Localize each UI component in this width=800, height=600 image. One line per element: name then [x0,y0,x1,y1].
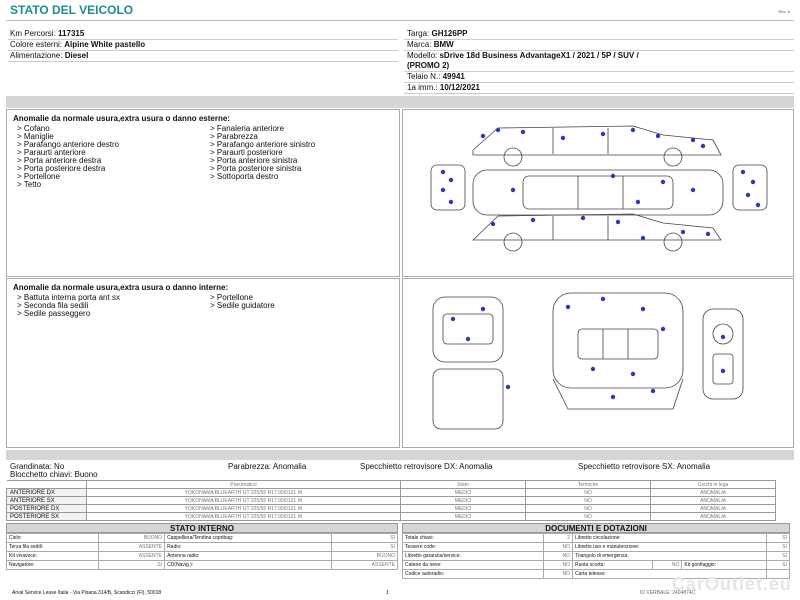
table-header: Cerchi in lega [651,481,776,489]
section-band [6,96,794,108]
cell-label: Totale chiavi: [403,534,544,543]
cell-label: Triangolo di emergenza: [572,552,766,561]
brand-value: BMW [433,40,454,49]
damage-marker [451,317,455,321]
tyre-rim: ANOMALIA [651,497,776,505]
damage-marker [651,389,655,393]
table-row [7,534,398,543]
cell-value: NO [544,570,573,579]
tyre-rim: ANOMALIA [651,505,776,513]
title-divider [6,20,794,21]
external-damage-title: Anomalie da normale usura,extra usura o danno esterne: [13,114,230,123]
damage-marker [496,128,500,132]
damage-marker [601,132,605,136]
table-header: Termiche [526,481,651,489]
damage-item: > Sottoporta destro [210,172,279,181]
cell-value: ASSENTE [331,561,397,570]
model-label: Modello: [407,51,438,60]
divider [404,93,794,94]
color-value: Alpine White pastello [64,40,146,49]
tyre-rim: ANOMALIA [651,513,776,521]
table-row [7,497,776,505]
color-label: Colore esterni: [10,40,63,49]
km-label: Km Percorsi: [10,29,56,38]
damage-marker [521,130,525,134]
divider [8,61,398,62]
registration-row [407,83,480,92]
cell-value: ASSENTE [98,543,164,552]
model-value-line1: sDrive 18d Business AdvantageX1 / 2021 / 5P / SUV / [439,51,639,60]
damage-marker [631,372,635,376]
cell-label: Kit gonfiaggio: [682,561,767,570]
damage-marker [656,134,660,138]
damage-marker [466,337,470,341]
damage-item: > Sedile guidatore [210,301,275,310]
cell-label: Libretto uso e manutenzione: [572,543,766,552]
damage-marker [506,385,510,389]
model-row-2 [407,61,449,70]
cell-label: Tessere code: [403,543,544,552]
table-header-row [7,481,776,489]
damage-marker [631,128,635,132]
chassis-label: Telaio N.: [407,72,441,81]
internal-damage-panel [6,278,400,448]
damage-item: > Parafango anteriore sinistro [210,140,316,149]
table-row [403,534,790,543]
footer-page-number: 1 [386,590,389,596]
table-row [403,561,790,570]
cell-label: Carta telesso: [572,570,766,579]
cell-value: ASSENTE [98,552,164,561]
fuel-row [10,51,88,60]
tyre-model: YOKOHAMA BLUEARTH GT 225/55 R17 000/101 W [87,505,401,513]
damage-marker [581,216,585,220]
table-header: Pneumatico [87,481,401,489]
cell-value: SI [767,543,790,552]
revision-label: Rev. A [778,9,790,14]
damage-item: > Portellone [210,293,253,302]
cell-value: BUONO [98,534,164,543]
cell-value: SI [331,543,397,552]
watermark-logo: CarOutlet.eu [671,574,792,594]
cell-value: SI [767,552,790,561]
external-damage-panel [6,109,400,277]
damage-item: > Porta posteriore sinistra [210,164,302,173]
internal-car-diagram [402,278,794,448]
damage-marker [481,307,485,311]
tyre-position: ANTERIORE DX [7,489,87,497]
mirror-right-status: Specchietto retrovisore DX: Anomalia [360,462,493,471]
internal-damage-list-1 [17,294,120,318]
damage-marker [691,138,695,142]
damage-marker [441,170,445,174]
damage-item: > Portellone [17,172,60,181]
external-car-diagram [402,109,794,277]
cell-label: Catene da neve: [403,561,544,570]
damage-marker [641,236,645,240]
internal-damage-list-2 [210,294,275,310]
tyres-table [6,480,776,521]
damage-item: > Sedile passeggero [17,309,91,318]
cell-value: NO [653,561,682,570]
chassis-row [407,72,465,81]
damage-marker [756,203,760,207]
damage-marker [701,144,705,148]
plate-label: Targa: [407,29,430,38]
brand-label: Marca: [407,40,432,49]
damage-marker [441,188,445,192]
cell-value: SI [767,534,790,543]
cell-label: Libretto garanzia/service: [403,552,544,561]
cell-value: NO [544,543,573,552]
tyre-position: POSTERIORE SX [7,513,87,521]
plate-value: GH126PP [431,29,468,38]
cell-value: NO [544,561,573,570]
damage-marker [511,188,515,192]
damage-marker [691,188,695,192]
interior-state-title: STATO INTERNO [6,523,398,533]
damage-item: > Paraurti posteriore [210,148,283,157]
tyre-state: MEDIO [401,513,526,521]
table-row [7,561,398,570]
damage-marker [616,220,620,224]
tyre-model: YOKOHAMA BLUEARTH GT 225/55 R17 000/101 W [87,497,401,505]
table-row [403,552,790,561]
damage-item: > Porta anteriore destra [17,156,102,165]
interior-state-table [6,533,398,570]
footer-code: ID VERBALE: 2404874C [640,590,696,596]
summary-band [6,450,794,460]
km-value: 117315 [58,29,85,38]
table-row [7,543,398,552]
tyre-state: MEDIO [401,497,526,505]
damage-item: > Porta anteriore sinistra [210,156,298,165]
model-value-line2: (PROMO 2) [407,61,450,70]
tyre-state: MEDIO [401,505,526,513]
damage-marker [561,136,565,140]
damage-item: > Tetto [17,180,42,189]
internal-damage-title: Anomalie da normale usura,extra usura o danno interne: [13,283,229,292]
cell-label: Kit vivavoce: [7,552,99,561]
damage-item: > Paraurti anteriore [17,148,86,157]
damage-marker [449,200,453,204]
damage-marker [591,367,595,371]
cell-value: 2 [544,534,573,543]
damage-marker [641,307,645,311]
cell-label: Terza fila sedili: [7,543,99,552]
cell-value: SI [98,561,164,570]
tyre-winter: NO [526,505,651,513]
damage-marker [681,230,685,234]
cell-label: Cielo: [7,534,99,543]
cell-label: Ruota scorta: [572,561,652,570]
fuel-label: Alimentazione: [10,51,63,60]
table-row [7,552,398,561]
damage-marker [611,174,615,178]
cell-value: SI [767,561,790,570]
damage-marker [741,170,745,174]
table-header [7,481,87,489]
damage-marker [706,232,710,236]
table-header: Stato [401,481,526,489]
registration-value: 10/12/2021 [439,83,480,92]
hail-status: Grandinata: No [10,462,65,471]
damage-item: > Cofano [17,124,50,133]
cell-label: Libretto circolazione: [572,534,766,543]
damage-marker [661,327,665,331]
plate-row [407,29,468,38]
tyre-state: MEDIO [401,489,526,497]
damage-marker [611,395,615,399]
footer-company: Arval Service Lease Italia - Via Pisana 314/B, Scandicci (FI), 50018 [12,590,162,596]
documents-title: DOCUMENTI E DOTAZIONI [402,523,790,533]
damage-item: > Parafango anteriore destro [17,140,120,149]
table-row [403,543,790,552]
cell-label: Navigatore: [7,561,99,570]
external-damage-list-1 [17,125,119,189]
windshield-status: Parabrezza: Anomalia [228,462,307,471]
tyre-winter: NO [526,513,651,521]
table-row [7,513,776,521]
damage-marker [481,134,485,138]
fuel-value: Diesel [64,51,89,60]
damage-item: > Battuta interna porta ant sx [17,293,120,302]
damage-marker [661,180,665,184]
cell-value: SI [331,534,397,543]
tyre-winter: NO [526,497,651,505]
tyre-model: YOKOHAMA BLUEARTH GT 225/55 R17 000/101 W [87,513,401,521]
damage-item: > Seconda fila sedili [17,301,89,310]
color-row [10,40,145,49]
damage-marker [751,180,755,184]
damage-marker [721,335,725,339]
table-row [7,489,776,497]
damage-item: > Parabrezza [210,132,258,141]
divider [404,39,794,40]
damage-markers [403,110,793,276]
damage-marker [491,222,495,226]
damage-marker [636,200,640,204]
cell-label: Radio: [165,543,332,552]
damage-marker [721,369,725,373]
damage-item: > Porta posteriore destra [17,164,106,173]
damage-marker [531,218,535,222]
cell-value: BUONO [331,552,397,561]
table-row [7,505,776,513]
damage-marker [601,297,605,301]
tyre-position: ANTERIORE SX [7,497,87,505]
damage-marker [566,305,570,309]
damage-marker [449,178,453,182]
damage-marker [746,193,750,197]
tyre-position: POSTERIORE DX [7,505,87,513]
km-row [10,29,84,38]
external-damage-list-2 [210,125,315,181]
documents-table [402,533,790,579]
tyre-rim: ANOMALIA [651,489,776,497]
chassis-value: 49941 [442,72,465,81]
tyre-model: YOKOHAMA BLUEARTH GT 225/55 R17 000/101 W [87,489,401,497]
cell-value: NO [544,552,573,561]
mirror-left-status: Specchietto retrovisore SX: Anomalia [578,462,711,471]
cell-label: Antenna radio: [165,552,332,561]
page-title: STATO DEL VEICOLO [10,3,134,17]
interior-damage-markers [403,279,793,447]
model-row [407,51,639,60]
registration-label: 1a imm.: [407,83,438,92]
key-block-status: Blocchetto chiavi: Buono [10,470,98,479]
cell-label: Codice autoradio: [403,570,544,579]
cell-label: Cappelliera/Tendina copribag: [165,534,332,543]
damage-item: > Maniglie [17,132,54,141]
damage-item: > Fanaleria anteriore [210,124,285,133]
brand-row [407,40,454,49]
cell-label: CD(Navig.): [165,561,332,570]
tyre-winter: NO [526,489,651,497]
